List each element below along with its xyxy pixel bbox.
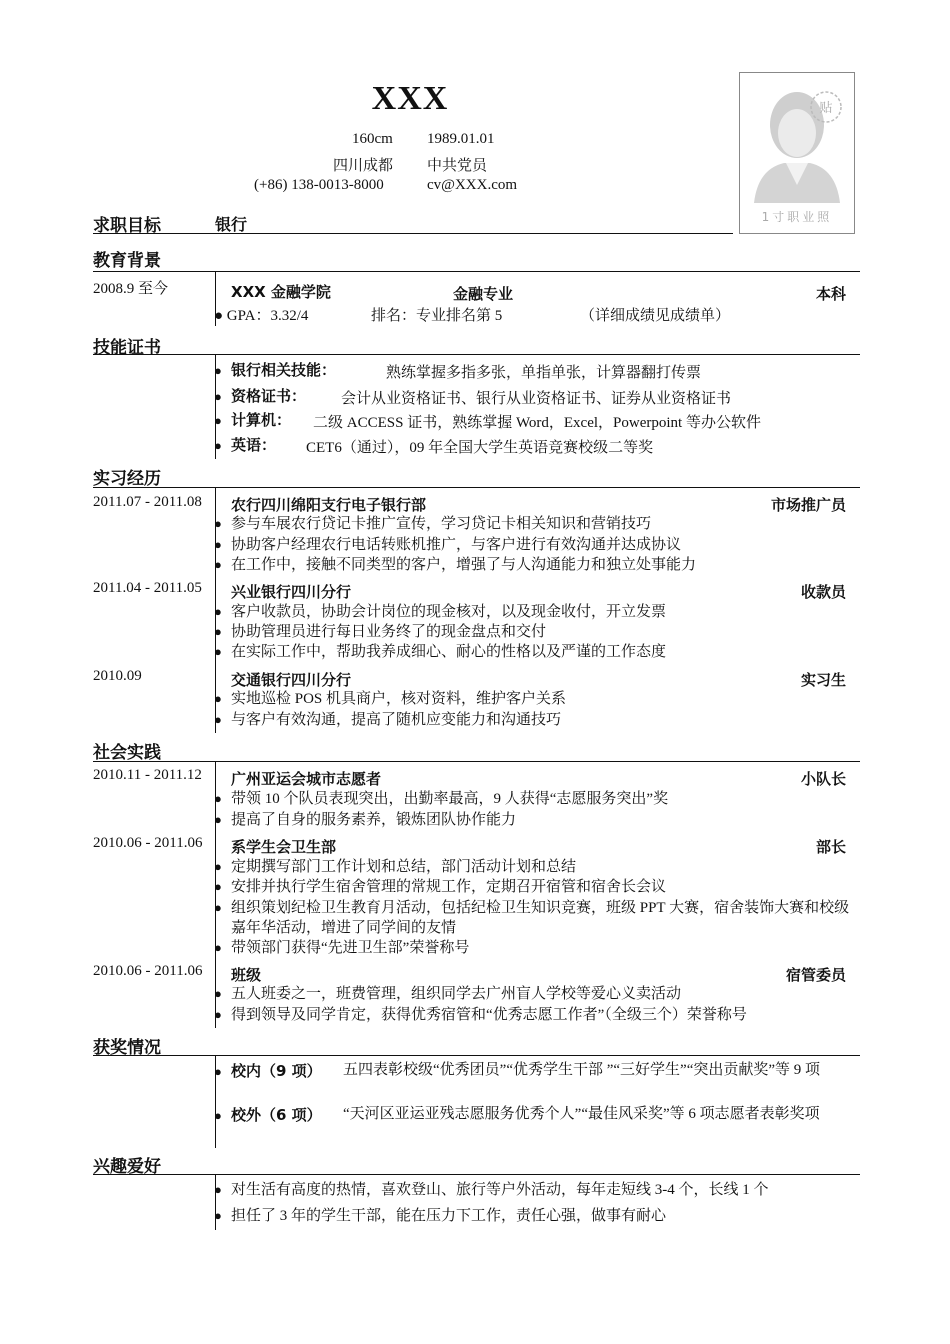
list-item: ● 在实际工作中，帮助我养成细心、耐心的性格以及严谨的工作态度 [214, 644, 667, 660]
skill-value: 熟练掌握多指多张，单指单张，计算器翻打传票 [386, 365, 702, 381]
list-item: ● 实地巡检 POS 机具商户，核对资料，维护客户关系 [214, 691, 567, 707]
list-item: ● 对生活有高度的热情，喜欢登山、旅行等户外活动，每年走短线 3-4 个，长线 1 个 [214, 1182, 769, 1198]
list-item: ● 组织策划纪检卫生教育月活动，包括纪检卫生知识竞赛，班级 PPT 大赛，宿舍装饰大赛和校级嘉年华活动，增进了同学间的友情 [214, 900, 850, 936]
intern-org: 交通银行四川分行 [231, 671, 352, 689]
political-status: 中共党员 [427, 158, 488, 174]
section-title-social: 社会实践 [93, 743, 161, 763]
intern-role: 实习生 [800, 671, 846, 689]
list-item: ● 协助客户经理农行电话转账机推广，与客户进行有效沟通并达成协议 [214, 537, 682, 553]
section-divider [93, 487, 860, 488]
list-item: ● 五人班委之一，班费管理，组织同学去广州盲人学校等爱心义卖活动 [214, 986, 682, 1002]
degree: 本科 [815, 285, 846, 303]
section-divider [93, 1055, 860, 1056]
school: XXX 金融学院 [231, 283, 331, 301]
award-label: ● 校内（9 项） [214, 1062, 322, 1080]
list-item: ● 得到领导及同学肯定，获得优秀宿管和“优秀志愿工作者”（全级三个）荣誉称号 [214, 1007, 747, 1023]
list-item: ● 安排并执行学生宿舍管理的常规工作，定期召开宿管和宿舍长会议 [214, 879, 667, 895]
skill-item: ● 资格证书： [214, 387, 307, 405]
award-label: ● 校外（6 项） [214, 1106, 322, 1124]
hometown: 四川成都 [333, 158, 394, 174]
practice-date: 2010.06 - 2011.06 [93, 963, 203, 979]
section-divider [93, 1174, 860, 1175]
section-divider [93, 233, 733, 234]
section-divider [93, 354, 860, 355]
transcript-note: （详细成绩见成绩单） [580, 308, 731, 324]
practice-role: 宿管委员 [785, 966, 846, 984]
section-divider [93, 271, 860, 272]
photo-placeholder [739, 72, 855, 234]
intern-role: 收款员 [800, 583, 846, 601]
section-title-skills: 技能证书 [93, 338, 161, 358]
practice-date: 2010.11 - 2011.12 [93, 767, 202, 783]
skill-item: ● 银行相关技能： [214, 361, 337, 379]
photo-label: 1寸职业照 [761, 210, 833, 224]
practice-role: 部长 [815, 838, 846, 856]
major: 金融专业 [453, 285, 514, 303]
award-value: 五四表彰校级“优秀团员”“优秀学生干部 ”“三好学生”“突出贡献奖”等 9 项 [343, 1062, 821, 1078]
objective-value: 银行 [215, 215, 248, 234]
intern-org: 农行四川绵阳支行电子银行部 [231, 496, 427, 514]
skill-value: 会计从业资格证书、银行从业资格证书、证券从业资格证书 [341, 391, 732, 407]
birthday: 1989.01.01 [427, 131, 495, 147]
height: 160cm [352, 131, 393, 147]
candidate-name: XXX [371, 80, 449, 117]
skill-item: ● 计算机： [214, 411, 292, 429]
list-item: ● 担任了 3 年的学生干部，能在压力下工作，责任心强，做事有耐心 [214, 1208, 667, 1224]
practice-org: 系学生会卫生部 [231, 838, 337, 856]
section-title-hobbies: 兴趣爱好 [93, 1157, 161, 1177]
intern-date: 2011.04 - 2011.05 [93, 580, 202, 596]
email: cv@XXX.com [427, 177, 518, 193]
skill-value: 二级 ACCESS 证书，熟练掌握 Word，Excel，Powerpoint 等办公软件 [313, 415, 761, 431]
intern-org: 兴业银行四川分行 [231, 583, 352, 601]
intern-role: 市场推广员 [770, 496, 846, 514]
section-title-awards: 获奖情况 [93, 1038, 161, 1058]
gpa: ● GPA：3.32/4 [214, 308, 309, 324]
intern-date: 2011.07 - 2011.08 [93, 494, 202, 510]
skill-value: CET6（通过），09 年全国大学生英语竞赛校级二等奖 [306, 440, 654, 456]
list-item: ● 协助管理员进行每日业务终了的现金盘点和交付 [214, 624, 547, 640]
practice-date: 2010.06 - 2011.06 [93, 835, 203, 851]
skill-item: ● 英语： [214, 436, 277, 454]
list-item: ● 客户收款员，协助会计岗位的现金核对，以及现金收付，开立发票 [214, 604, 667, 620]
education-date: 2008.9 至今 [93, 281, 169, 297]
list-item: ● 带领部门获得“先进卫生部”荣誉称号 [214, 940, 470, 956]
practice-role: 小队长 [800, 770, 846, 788]
practice-org: 广州亚运会城市志愿者 [231, 770, 382, 788]
phone: (+86) 138-0013-8000 [254, 177, 384, 193]
section-title-education: 教育背景 [93, 251, 161, 271]
rank: 排名：专业排名第 5 [371, 308, 503, 324]
section-title-internship: 实习经历 [93, 469, 161, 489]
list-item: ● 提高了自身的服务素养，锻炼团队协作能力 [214, 812, 517, 828]
section-title-objective: 求职目标 [93, 216, 161, 236]
list-item: ● 参与车展农行贷记卡推广宣传，学习贷记卡相关知识和营销技巧 [214, 516, 652, 532]
photo-stamp: 贴 [819, 101, 833, 116]
list-item: ● 带领 10 个队员表现突出，出勤率最高，9 人获得“志愿服务突出”奖 [214, 791, 669, 807]
section-divider [93, 761, 860, 762]
list-item: ● 在工作中，接触不同类型的客户，增强了与人沟通能力和独立处事能力 [214, 557, 697, 573]
award-value: “天河区亚运亚残志愿服务优秀个人”“最佳风采奖”等 6 项志愿者表彰奖项 [343, 1106, 820, 1122]
list-item: ● 定期撰写部门工作计划和总结，部门活动计划和总结 [214, 859, 577, 875]
intern-date: 2010.09 [93, 668, 142, 684]
practice-org: 班级 [231, 966, 262, 984]
list-item: ● 与客户有效沟通，提高了随机应变能力和沟通技巧 [214, 712, 562, 728]
